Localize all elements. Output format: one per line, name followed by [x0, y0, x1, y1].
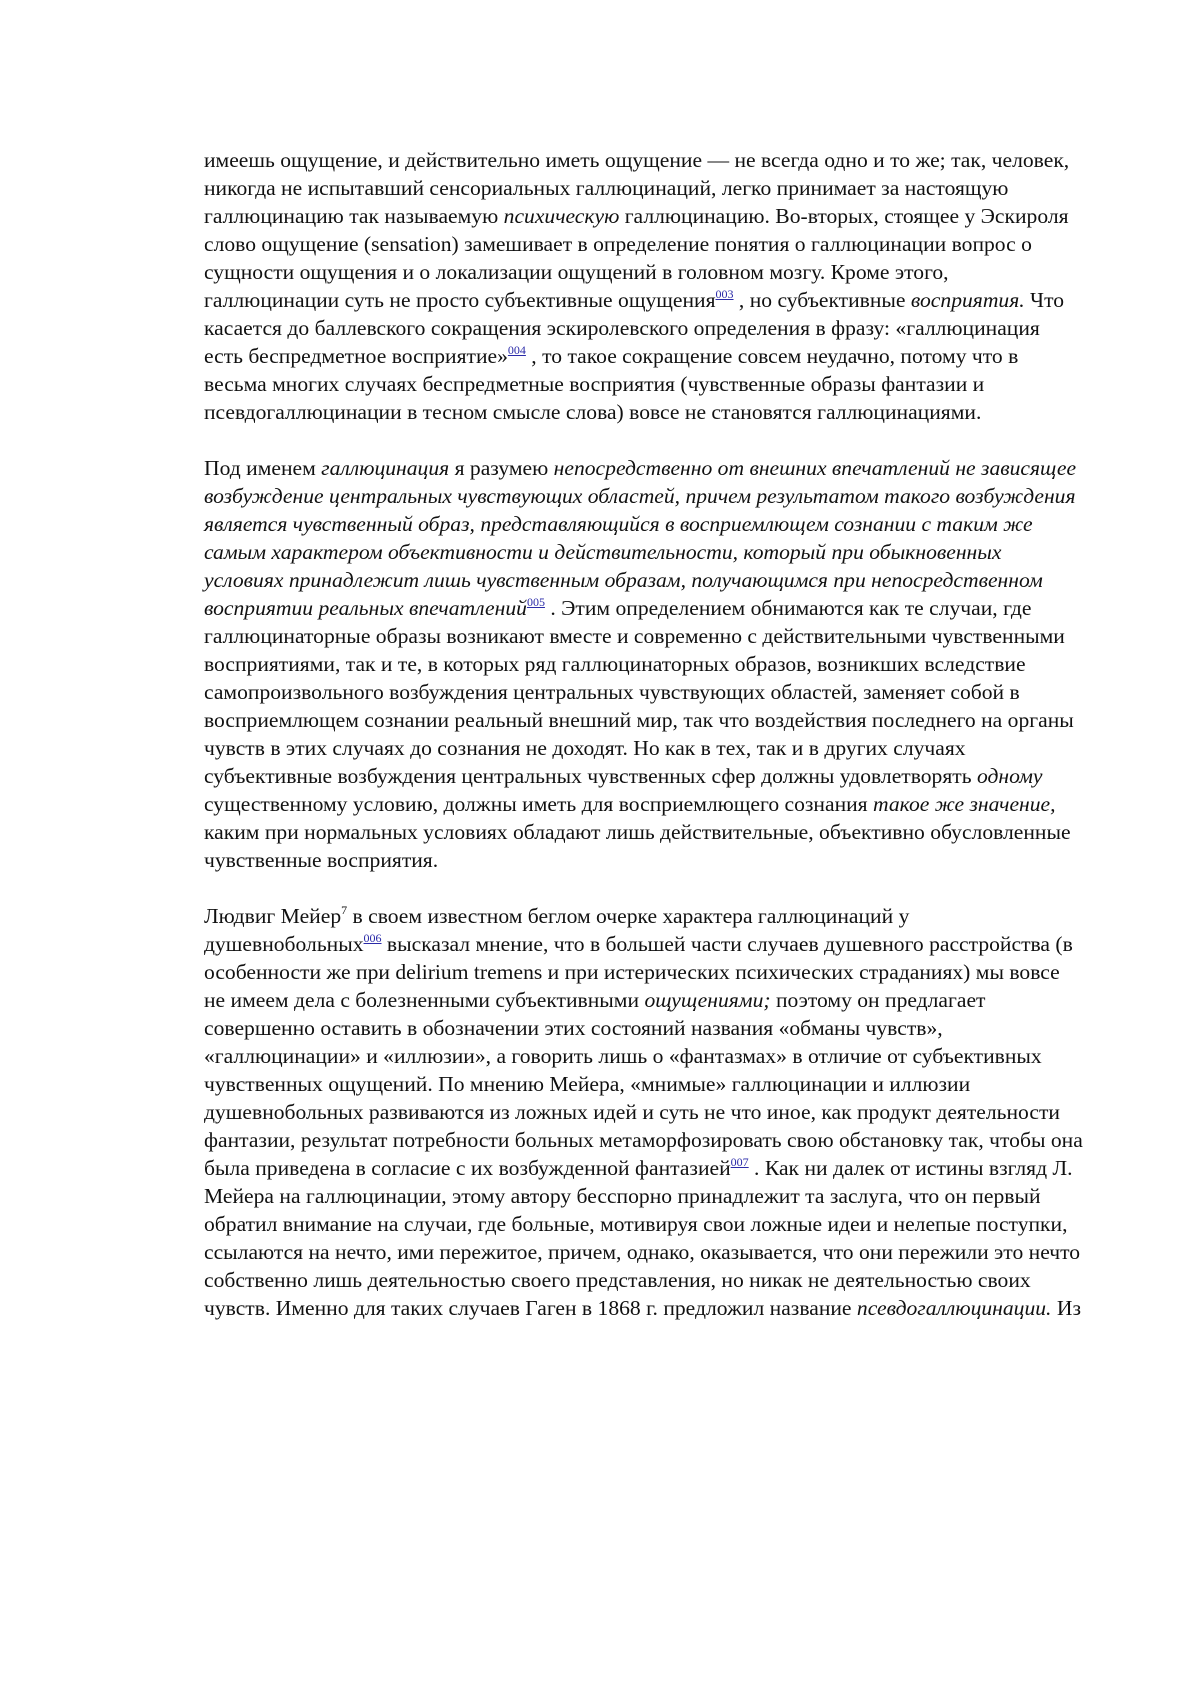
- body-text: [204, 146, 1084, 1322]
- text-run: в своем известном беглом очерке характера галлюцинаций у душевнобольных: [204, 904, 910, 956]
- footnote-link-006[interactable]: 006: [363, 930, 382, 945]
- italic-text-run: ощущениями;: [644, 988, 771, 1012]
- text-run: Людвиг Мейер: [204, 904, 342, 928]
- text-run: галлюцинацию. Во-вторых, стоящее у Эскироля слово ощущение (sensation) замешивает в определение понятия о галлюцинации вопрос о сущности ощущения и о локализации ощущений в головном мозгу. Кроме этого, галлюцинации суть не просто субъективные ощущения: [204, 204, 1069, 312]
- footnote-link-007[interactable]: 007: [730, 1154, 749, 1169]
- text-run: Что касается до баллевского сокращения эскиролевского определения в фразу: «галлюцинация есть беспредметное восприятие»: [204, 288, 1065, 368]
- text-run: . Этим определением обнимаются как те случаи, где галлюцинаторные образы возникают вместе и современно с действительными чувственными восприятиями, так и те, в которых ряд галлюцинаторных образов, возникших вследствие самопроизвольного возбуждения центральных чувствующих областей, заменяет собой в восприемлющем сознании реальный внешний мир, так что воздействия последнего на органы чувств в этих случаях до сознания не доходят. Но как в тех, так и в других случаях субъективные возбуждения центральных чувственных сфер должны удовлетворять: [204, 596, 1074, 788]
- text-run: Под именем: [204, 456, 322, 480]
- paragraph-3: [204, 902, 1084, 1322]
- text-run: существенному условию, должны иметь для восприемлющего сознания: [204, 792, 874, 816]
- text-run: высказал мнение, что в большей части случаев душевного расстройства (в особенности же при delirium tremens и при истерических психических страданиях) мы вовсе не имеем дела с болезненными субъективными: [204, 932, 1073, 1012]
- text-run: Из: [1051, 1296, 1081, 1320]
- footnote-link-005[interactable]: 005: [526, 594, 545, 609]
- text-run: поэтому он предлагает совершенно оставить в обозначении этих состояний названия «обманы чувств», «галлюцинации» и «иллюзии», а говорить лишь о «фантазмах» в отличие от субъективных чувственных ощущений. По мнению Мейера, «мнимые» галлюцинации и иллюзии душевнобольных развиваются из ложных идей и суть не что иное, как продукт деятельности фантазии, результат потребности больных метаморфозировать свою обстановку так, чтобы она была приведена в согласие с их возбужденной фантазией: [204, 988, 1083, 1180]
- text-run: имеешь ощущение, и действительно иметь ощущение — не всегда одно и то же; так, человек, никогда не испытавший сенсориальных галлюцинаций, легко принимает за настоящую галлюцинацию так называемую: [204, 148, 1070, 228]
- text-run: . Как ни далек от истины взгляд Л. Мейера на галлюцинации, этому автору бесспорно принадлежит та заслуга, что он первый обратил внимание на случаи, где больные, мотивируя свои ложные идеи и нелепые поступки, ссылаются на нечто, ими пережитое, причем, однако, оказывается, что они пережили это нечто собственно лишь деятельностью своего представления, но никак не деятельностью своих чувств. Именно для таких случаев Гаген в 1868 г. предложил название: [204, 1156, 1081, 1320]
- italic-text-run: галлюцинация: [321, 456, 450, 480]
- paragraph-2: [204, 454, 1084, 874]
- italic-text-run: такое же значение,: [873, 792, 1056, 816]
- italic-text-run: одному: [976, 764, 1043, 788]
- paragraph-1: [204, 146, 1084, 426]
- italic-text-run: психическую: [503, 204, 620, 228]
- footnote-link-003[interactable]: 003: [715, 286, 734, 301]
- footnote-link-004[interactable]: 004: [507, 342, 526, 357]
- text-run: каким при нормальных условиях обладают лишь действительные, объективно обусловленные чувственные восприятия.: [204, 820, 1071, 872]
- text-run: , то такое сокращение совсем неудачно, потому что в весьма многих случаях беспредметные восприятия (чувственные образы фантазии и псевдогаллюцинации в тесном смысле слова) вовсе не становятся галлюцинациями.: [204, 344, 1019, 424]
- italic-text-run: восприятия.: [910, 288, 1025, 312]
- italic-text-run: псевдогаллюцинации.: [856, 1296, 1052, 1320]
- text-run: , но субъективные: [733, 288, 911, 312]
- italic-text-run: непосредственно от внешних впечатлений не зависящее возбуждение центральных чувствующих областей, причем результатом такого возбуждения является чувственный образ, представляющийся в восприемлющем сознании с таким же самым характером объективности и действительности, который при обыкновенных условиях принадлежит лишь чувственным образам, получающимся при непосредственном восприятии реальных впечатлений: [204, 456, 1077, 620]
- text-run: я разумею: [449, 456, 554, 480]
- note-mark: 7: [341, 902, 348, 917]
